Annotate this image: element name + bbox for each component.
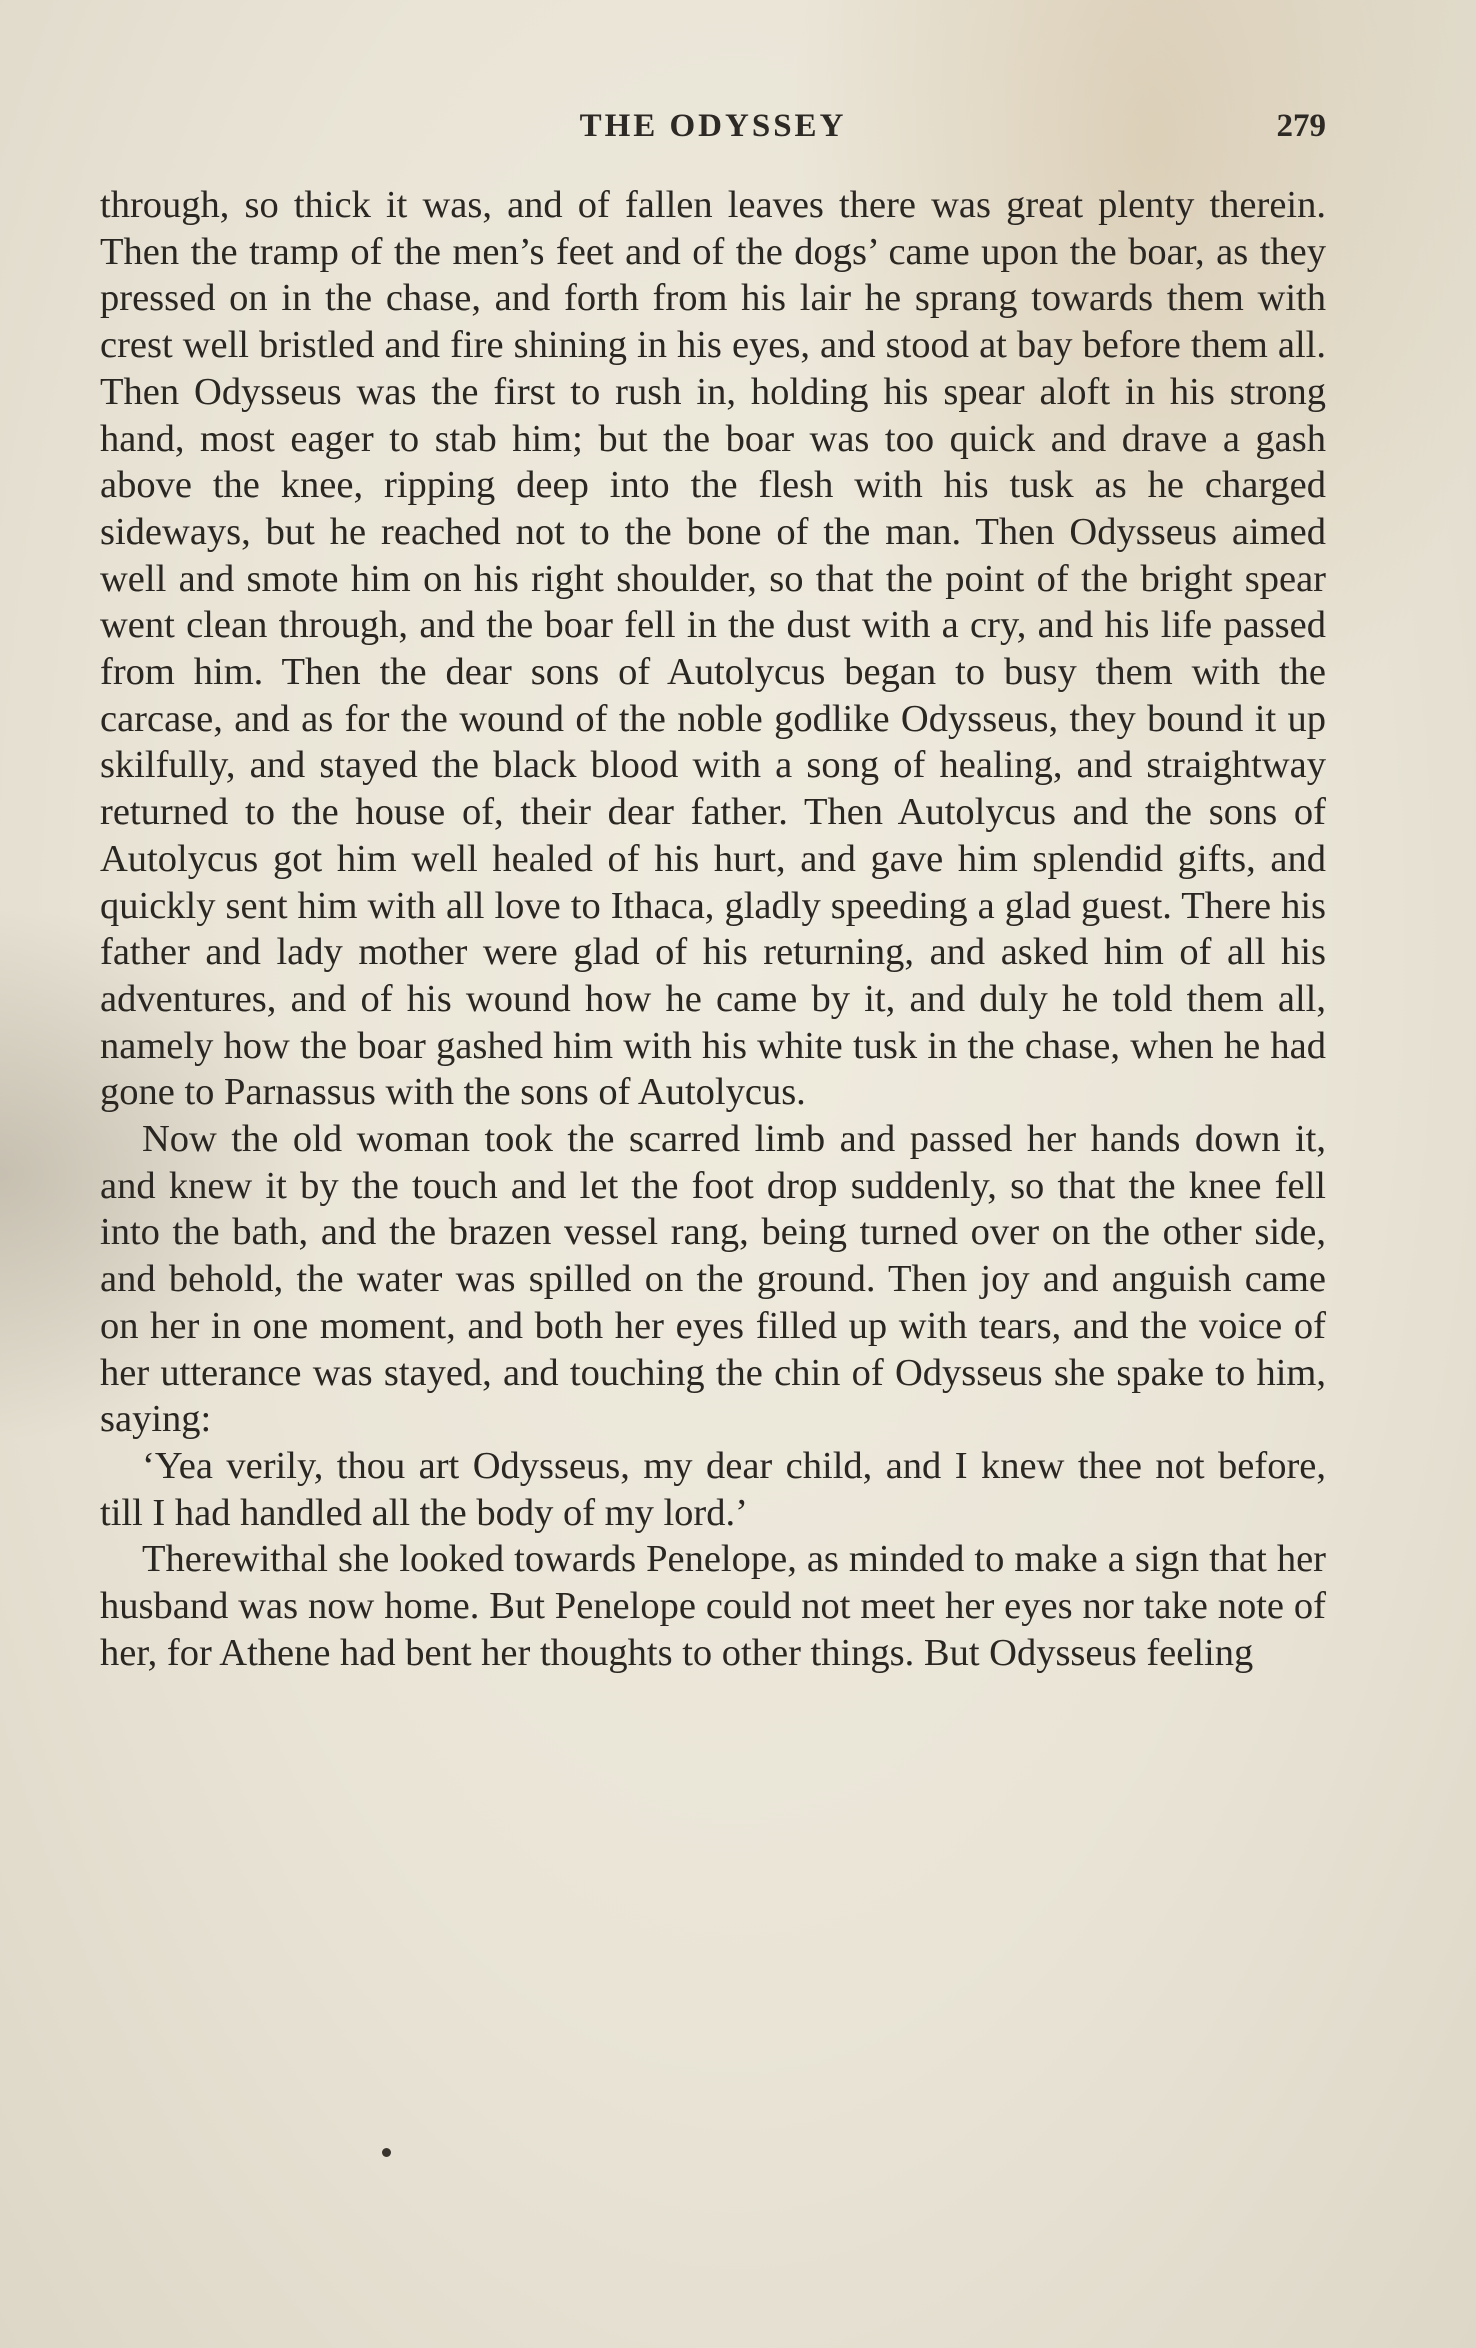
body-text (100, 182, 1326, 1677)
running-title: THE ODYSSEY (579, 108, 847, 144)
paragraph-1: through, so thick it was, and of fallen leaves there was great plenty therein. Then the tramp of the men’s feet and of the dogs’ came upon the boar, as they pressed on in the chase, and forth from his lair he sprang towards them with crest well bristled and fire shining in his eyes, and stood at bay before them all. Then Odysseus was the first to rush in, holding his spear aloft in his strong hand, most eager to stab him; but the boar was too quick and drave a gash above the knee, ripping deep into the flesh with his tusk as he charged sideways, but he reached not to the bone of the man. Then Odysseus aimed well and smote him on his right shoulder, so that the point of the bright spear went clean through, and the boar fell in the dust with a cry, and his life passed from him. Then the dear sons of Autolycus began to busy them with the carcase, and as for the wound of the noble godlike Odysseus, they bound it up skilfully, and stayed the black blood with a song of healing, and straightway returned to the house of, their dear father. Then Autolycus and the sons of Autolycus got him well healed of his hurt, and gave him splendid gifts, and quickly sent him with all love to Ithaca, gladly speeding a glad guest. There his father and lady mother were glad of his returning, and asked him of all his adventures, and of his wound how he came by it, and duly he told them all, namely how the boar gashed him with his white tusk in the chase, when he had gone to Parnassus with the sons of Autolycus. (100, 184, 1326, 1114)
paragraph-2: Now the old woman took the scarred limb and passed her hands down it, and knew it by the touch and let the foot drop suddenly, so that the knee fell into the bath, and the brazen vessel rang, being turned over on the other side, and behold, the water was spilled on the ground. Then joy and anguish came on her in one moment, and both her eyes filled up with tears, and the voice of her utterance was stayed, and touching the chin of Odysseus she spake to him, saying: (100, 1118, 1326, 1441)
paragraph-3: ‘Yea verily, thou art Odysseus, my dear child, and I knew thee not before, till I had handled all the body of my lord.’ (100, 1444, 1326, 1534)
page-number: 279 (1276, 108, 1326, 144)
ink-speck (382, 2148, 391, 2157)
page-header (100, 108, 1326, 156)
paragraph-4: Therewithal she looked towards Penelope, as minded to make a sign that her husband was now home. But Penelope could not meet her eyes nor take note of her, for Athene had bent her thoughts to other things. But Odysseus feeling (100, 1538, 1326, 1674)
